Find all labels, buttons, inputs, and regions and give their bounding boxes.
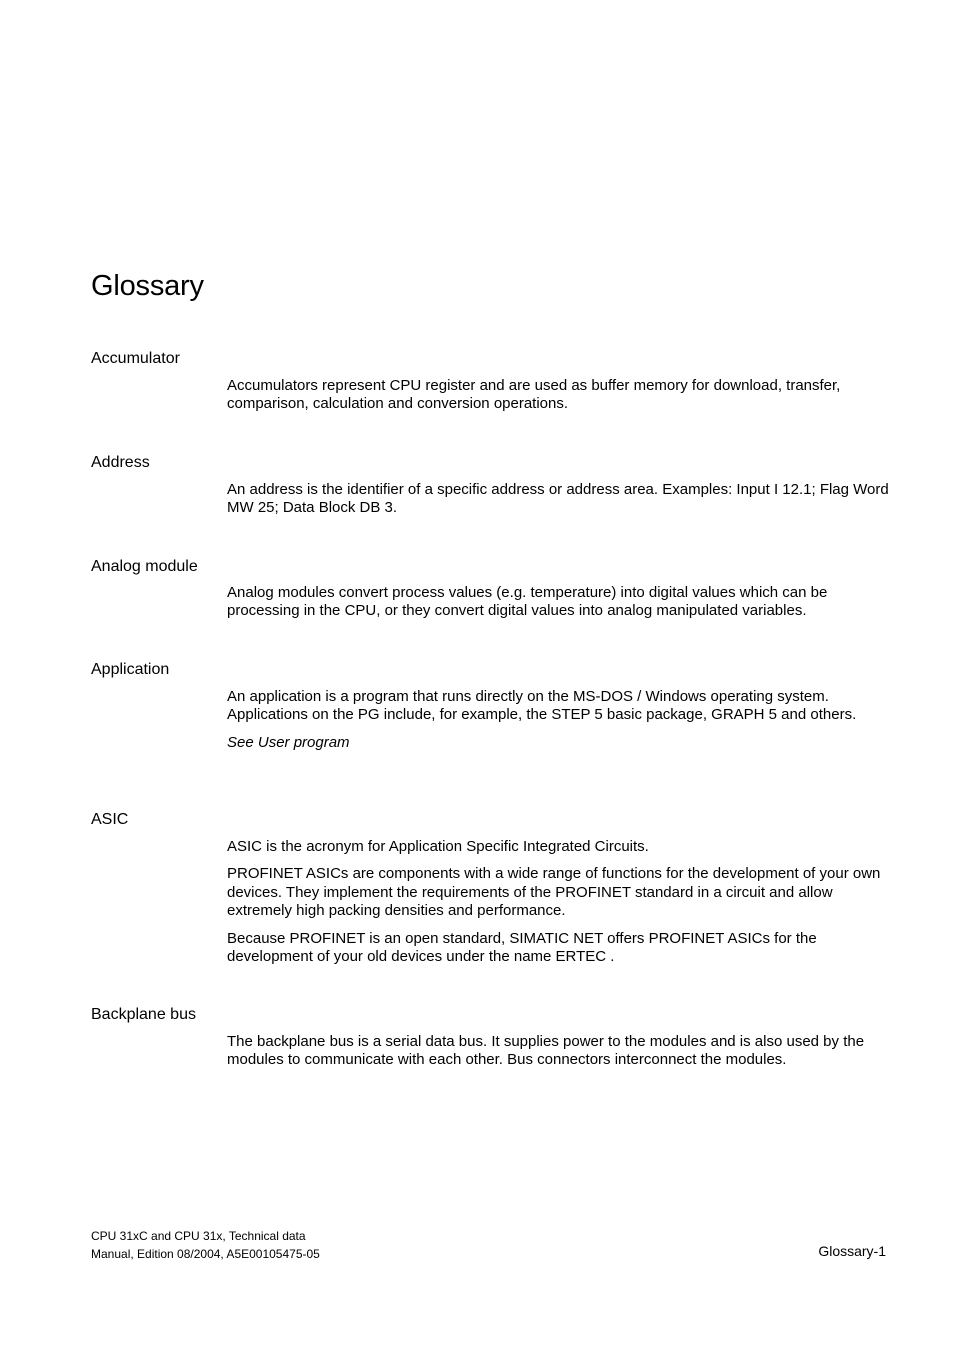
- glossary-term-address: Address: [91, 454, 150, 471]
- definition-paragraph: ASIC is the acronym for Application Specific Integrated Circuits.: [227, 838, 649, 855]
- glossary-definition-address: [227, 481, 892, 527]
- definition-paragraph: The backplane bus is a serial data bus. It supplies power to the modules and is also used by the modules to communicate with each other. Bus connectors interconnect the modules.: [227, 1033, 865, 1069]
- see-also-link[interactable]: See User program: [227, 733, 350, 751]
- definition-paragraph: Accumulators represent CPU register and are used as buffer memory for download, transfer, comparison, calculation and conversion operations.: [227, 377, 841, 413]
- definition-paragraph: Analog modules convert process values (e.g. temperature) into digital values which can be processing in the CPU, or they convert digital values into analog manipulated variables.: [227, 584, 828, 620]
- definition-paragraph: PROFINET ASICs are components with a wide range of functions for the development of your own devices. They implement the requirements of the PROFINET standard in a circuit and allow extremely high packing densities and performance.: [227, 865, 881, 920]
- footer-document-info: [91, 1227, 320, 1263]
- glossary-definition-accumulator: [227, 377, 892, 423]
- definition-paragraph: An address is the identifier of a specific address or address area. Examples: Input I 12.1; Flag Word MW 25; Data Block DB 3.: [227, 481, 889, 517]
- glossary-term-backplane-bus: Backplane bus: [91, 1006, 196, 1023]
- glossary-definition-backplane-bus: [227, 1033, 892, 1079]
- definition-paragraph: An application is a program that runs directly on the MS-DOS / Windows operating system. Applications on the PG include, for example, the STEP 5 basic package, GRAPH 5 and others.: [227, 688, 857, 724]
- glossary-term-asic: ASIC: [91, 811, 129, 828]
- glossary-term-application: Application: [91, 661, 170, 678]
- footer-edition: Manual, Edition 08/2004, A5E00105475-05: [91, 1247, 320, 1261]
- definition-paragraph: Because PROFINET is an open standard, SIMATIC NET offers PROFINET ASICs for the development of your old devices under the name ERTEC .: [227, 929, 817, 966]
- glossary-term-analog-module: Analog module: [91, 558, 198, 575]
- glossary-term-accumulator: Accumulator: [91, 350, 180, 367]
- page-title: Glossary: [91, 270, 204, 302]
- glossary-definition-application: [227, 688, 892, 761]
- footer-doc-title: CPU 31xC and CPU 31x, Technical data: [91, 1229, 306, 1243]
- glossary-definition-analog-module: [227, 584, 892, 630]
- page-number: Glossary-1: [818, 1243, 886, 1259]
- glossary-definition-asic: [227, 838, 892, 975]
